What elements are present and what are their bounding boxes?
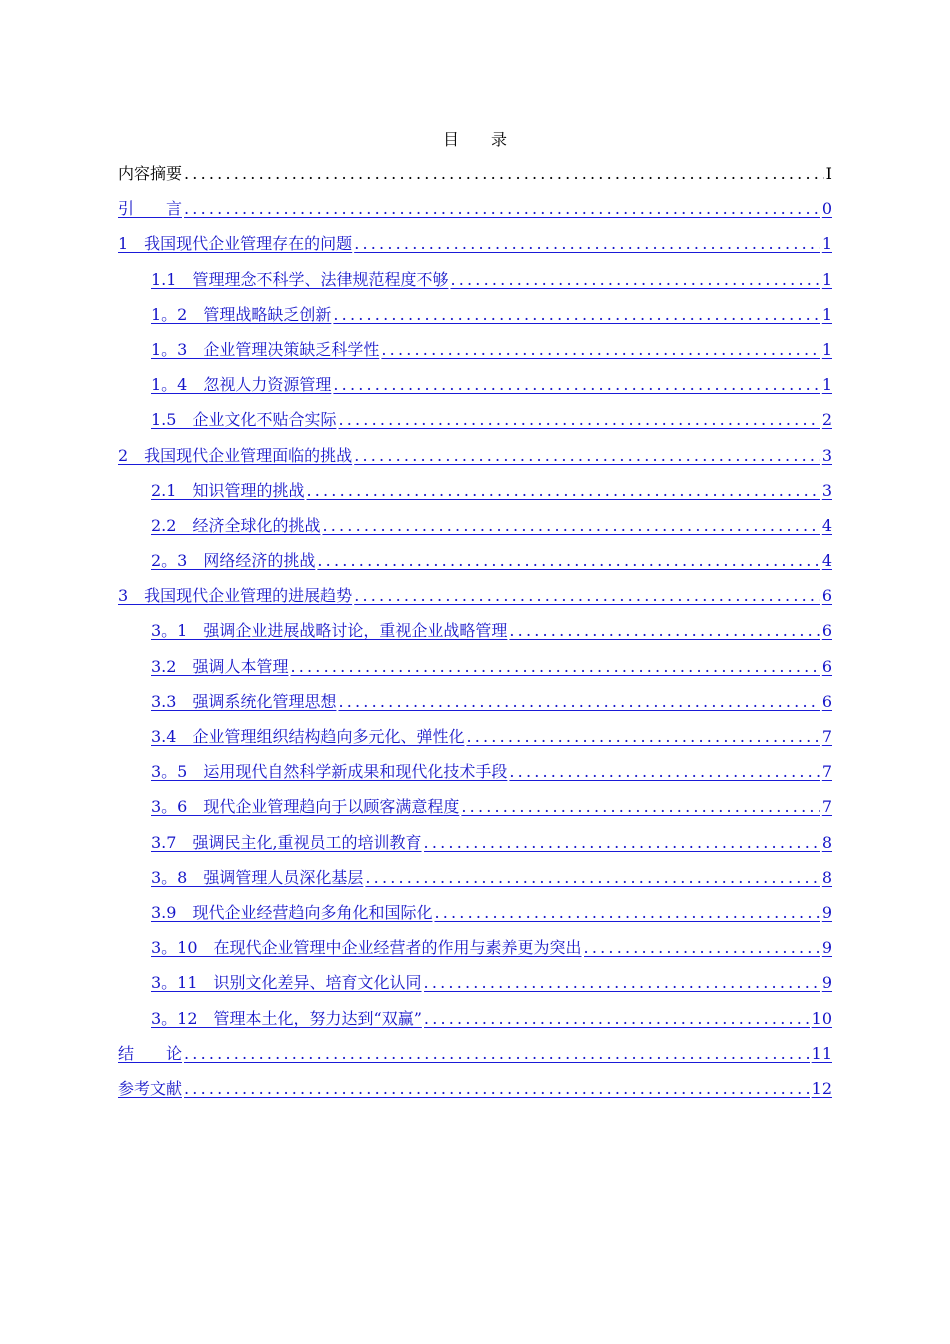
toc-entry-text: 3。1 强调企业进展战略讨论，重视企业战略管理 xyxy=(151,621,508,641)
toc-leader-dots xyxy=(306,479,819,503)
toc-entry-references[interactable] xyxy=(118,1077,832,1112)
toc-leader-dots xyxy=(461,795,819,819)
toc-entry-chapter-1[interactable] xyxy=(118,232,832,267)
toc-leader-dots xyxy=(333,373,819,397)
toc-entry-section-3-7[interactable] xyxy=(118,831,832,866)
toc-title: 目 录 xyxy=(442,130,507,149)
toc-entry-text: 3.2 强调人本管理 xyxy=(151,656,289,676)
toc-page-number: 6 xyxy=(821,621,832,641)
toc-entry-section-3-9[interactable] xyxy=(118,901,832,936)
toc-leader-dots xyxy=(338,690,819,714)
toc-entry-text: 3.7 强调民主化,重视员工的培训教育 xyxy=(151,832,422,852)
toc-page-number: 3 xyxy=(821,445,832,465)
toc-entry-section-3-2[interactable] xyxy=(118,655,832,690)
toc-leader-dots xyxy=(184,1042,810,1066)
toc-entry-section-1-4[interactable] xyxy=(118,373,832,408)
toc-page-number: 7 xyxy=(821,762,832,782)
toc-entry-text: 内容摘要 xyxy=(118,164,183,183)
toc-entry-text: 1.5 企业文化不贴合实际 xyxy=(151,410,337,430)
toc-entry-text: 3。8 强调管理人员深化基层 xyxy=(151,867,364,887)
toc-page-number: 6 xyxy=(821,656,832,676)
toc-entry-section-3-4[interactable] xyxy=(118,725,832,760)
toc-leader-dots xyxy=(322,514,819,538)
toc-leader-dots xyxy=(424,831,820,855)
toc-page-number: I xyxy=(825,164,832,183)
toc-entry-section-3-1[interactable] xyxy=(118,619,832,654)
toc-page-number: 9 xyxy=(821,902,832,922)
toc-page-number: 2 xyxy=(821,410,832,430)
toc-page-number: 7 xyxy=(821,727,832,746)
toc-entry-text: 3。6 现代企业管理趋向于以顾客满意程度 xyxy=(151,797,460,817)
toc-entry-text: 2.2 经济全球化的挑战 xyxy=(151,515,321,535)
toc-entry-abstract[interactable] xyxy=(118,162,832,197)
toc-leader-dots xyxy=(450,268,819,292)
toc-entry-section-3-5[interactable] xyxy=(118,760,832,795)
toc-page-number: 1 xyxy=(821,375,832,395)
toc-list xyxy=(118,162,832,1112)
toc-entry-conclusion[interactable] xyxy=(118,1042,832,1077)
toc-entry-text: 引 言 xyxy=(118,199,183,219)
toc-entry-text: 结 论 xyxy=(118,1043,183,1063)
toc-leader-dots xyxy=(338,408,819,432)
toc-leader-dots xyxy=(434,901,819,925)
toc-entry-introduction[interactable] xyxy=(118,197,832,232)
toc-entry-text: 参考文献 xyxy=(118,1078,183,1098)
toc-leader-dots xyxy=(333,303,819,327)
toc-entry-text: 1。4 忽视人力资源管理 xyxy=(151,375,332,395)
toc-entry-section-2-2[interactable] xyxy=(118,514,832,549)
toc-leader-dots xyxy=(509,619,819,643)
toc-page-number: 11 xyxy=(811,1043,832,1063)
toc-entry-section-2-1[interactable] xyxy=(118,479,832,514)
toc-page-number: 6 xyxy=(821,691,832,711)
toc-entry-text: 3。11 识别文化差异、培育文化认同 xyxy=(151,973,422,993)
toc-entry-section-1-3[interactable] xyxy=(118,338,832,373)
toc-leader-dots xyxy=(424,971,820,995)
toc-leader-dots xyxy=(584,936,820,960)
toc-page-number: 0 xyxy=(821,199,832,219)
toc-entry-text: 3.9 现代企业经营趋向多角化和国际化 xyxy=(151,902,433,922)
toc-leader-dots xyxy=(381,338,819,362)
toc-entry-text: 2.1 知识管理的挑战 xyxy=(151,480,305,500)
toc-entry-text: 1。2 管理战略缺乏创新 xyxy=(151,304,332,324)
toc-entry-section-3-11[interactable] xyxy=(118,971,832,1006)
toc-entry-text: 1 我国现代企业管理存在的问题 xyxy=(118,234,353,254)
toc-leader-dots xyxy=(354,232,820,256)
toc-entry-text: 3 我国现代企业管理的进展趋势 xyxy=(118,586,353,606)
toc-entry-section-3-10[interactable] xyxy=(118,936,832,971)
toc-entry-section-3-8[interactable] xyxy=(118,866,832,901)
toc-leader-dots xyxy=(184,162,824,186)
toc-entry-section-3-3[interactable] xyxy=(118,690,832,725)
toc-page-number: 6 xyxy=(821,586,832,606)
toc-entry-text: 3.4 企业管理组织结构趋向多元化、弹性化 xyxy=(151,727,465,746)
toc-page-number: 3 xyxy=(821,480,832,500)
toc-leader-dots xyxy=(290,655,819,679)
toc-page-number: 4 xyxy=(821,515,832,535)
toc-entry-text: 2。3 网络经济的挑战 xyxy=(151,551,316,571)
toc-entry-section-3-6[interactable] xyxy=(118,795,832,830)
toc-page-number: 9 xyxy=(821,938,832,958)
toc-entry-text: 1.1 管理理念不科学、法律规范程度不够 xyxy=(151,269,449,289)
toc-page-number: 9 xyxy=(821,973,832,993)
toc-leader-dots xyxy=(317,549,819,573)
toc-page-number: 12 xyxy=(811,1078,832,1098)
toc-page-number: 4 xyxy=(821,551,832,571)
toc-page-number: 8 xyxy=(821,832,832,852)
toc-page-number: 8 xyxy=(821,867,832,887)
toc-entry-chapter-3[interactable] xyxy=(118,584,832,619)
toc-entry-section-1-5[interactable] xyxy=(118,408,832,443)
toc-leader-dots xyxy=(354,584,820,608)
toc-entry-text: 3.3 强调系统化管理思想 xyxy=(151,691,337,711)
toc-entry-section-1-2[interactable] xyxy=(118,303,832,338)
toc-page-number: 7 xyxy=(821,797,832,817)
toc-leader-dots xyxy=(354,444,820,468)
toc-entry-text: 3。5 运用现代自然科学新成果和现代化技术手段 xyxy=(151,762,508,782)
toc-leader-dots xyxy=(466,725,819,749)
toc-page-number: 1 xyxy=(821,269,832,289)
toc-page-number: 1 xyxy=(821,304,832,324)
toc-page-number: 1 xyxy=(821,234,832,254)
toc-leader-dots xyxy=(184,1077,810,1101)
toc-entry-chapter-2[interactable] xyxy=(118,444,832,479)
toc-leader-dots xyxy=(184,197,820,221)
toc-entry-section-2-3[interactable] xyxy=(118,549,832,584)
toc-leader-dots xyxy=(424,1007,810,1031)
toc-entry-section-3-12[interactable] xyxy=(118,1007,832,1042)
toc-entry-text: 3。10 在现代企业管理中企业经营者的作用与素养更为突出 xyxy=(151,938,582,958)
toc-entry-text: 3。12 管理本土化，努力达到“双赢” xyxy=(151,1008,422,1028)
toc-leader-dots xyxy=(365,866,819,890)
toc-entry-text: 1。3 企业管理决策缺乏科学性 xyxy=(151,339,380,359)
toc-page-number: 1 xyxy=(821,339,832,359)
toc-leader-dots xyxy=(509,760,819,784)
toc-entry-section-1-1[interactable] xyxy=(118,268,832,303)
toc-page-number: 10 xyxy=(811,1008,832,1028)
toc-entry-text: 2 我国现代企业管理面临的挑战 xyxy=(118,445,353,465)
